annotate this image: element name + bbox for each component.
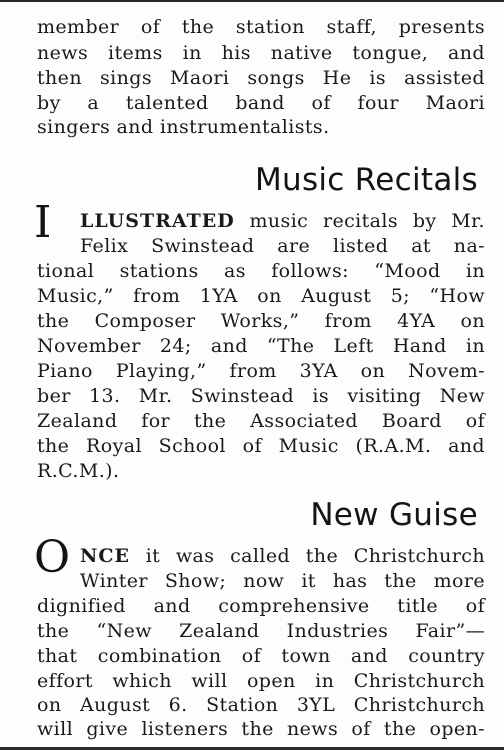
music-line-11: R.C.M.). <box>37 460 120 482</box>
guise-line-8: will give listeners the news of the open- <box>37 718 485 740</box>
music-line-3: tional stations as follows: “Mood in <box>37 260 485 282</box>
intro-line-1: member of the station staff, presents <box>37 16 485 38</box>
intro-line-4: by a talented band of four Maori <box>37 92 485 114</box>
music-recitals-heading: Music Recitals <box>254 162 478 198</box>
music-line-10: the Royal School of Music (R.A.M. and <box>37 435 485 457</box>
music-line-9: Zealand for the Associated Board of <box>37 410 485 432</box>
intro-line-5: singers and instrumentalists. <box>37 116 330 138</box>
music-line-7: Piano Playing,” from 3YA on Novem- <box>37 360 485 382</box>
guise-line-6: effort which will open in Christchurch <box>37 670 485 692</box>
guise-first-line-text: it was called the Christchurch <box>145 545 485 567</box>
guise-line-4: the “New Zealand Industries Fair”— <box>37 620 485 642</box>
top-rule <box>0 0 504 2</box>
music-drop-cap: I <box>34 197 52 248</box>
music-line-1 <box>80 210 485 232</box>
guise-line-3: dignified and comprehensive title of <box>37 595 485 617</box>
music-first-word: LLUSTRATED <box>80 210 235 232</box>
guise-line-1 <box>80 545 485 567</box>
guise-line-7: on August 6. Station 3YL Christchurch <box>37 694 485 716</box>
guise-line-2: Winter Show; now it has the more <box>80 570 485 592</box>
music-line-4: Music,” from 1YA on August 5; “How <box>37 285 485 307</box>
intro-line-2: news items in his native tongue, and <box>37 42 485 64</box>
guise-first-word: NCE <box>80 545 130 567</box>
guise-line-5: that combination of town and country <box>37 645 485 667</box>
music-line-5: the Composer Works,” from 4YA on <box>37 310 485 332</box>
music-line-6: November 24; and “The Left Hand in <box>37 335 485 357</box>
guise-drop-cap: O <box>34 532 71 583</box>
new-guise-heading: New Guise <box>310 497 478 533</box>
intro-line-3: then sings Maori songs He is assisted <box>37 67 485 89</box>
music-first-line-text: music recitals by Mr. <box>249 210 485 232</box>
music-line-8: ber 13. Mr. Swinstead is visiting New <box>37 385 485 407</box>
music-line-2: Felix Swinstead are listed at na- <box>80 235 485 257</box>
